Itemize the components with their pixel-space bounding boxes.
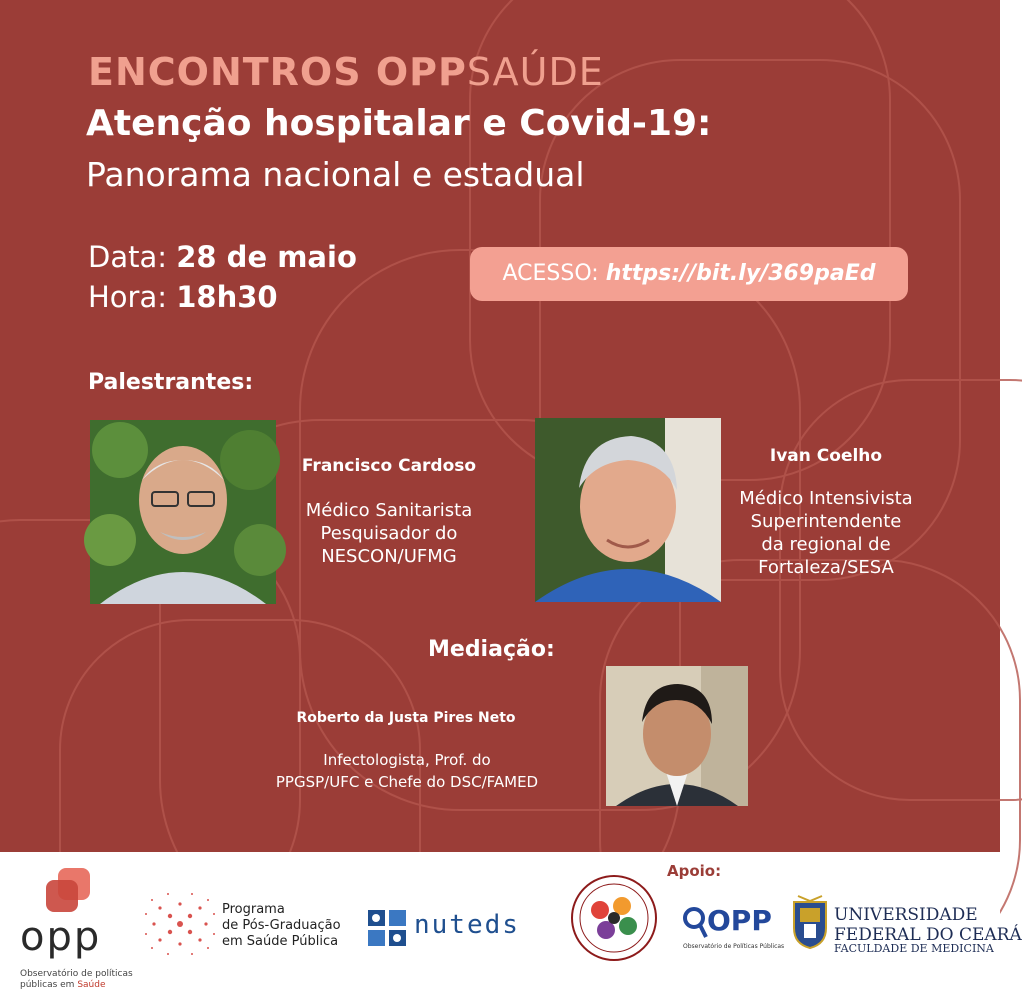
ufc-logo-line1: UNIVERSIDADE [834, 905, 978, 925]
opp-magnifier-icon [682, 906, 708, 940]
opp-squares-icon [44, 866, 94, 916]
ufc-logo-line3: FACULDADE DE MEDICINA [834, 942, 994, 955]
opp-caption-prefix: públicas em [20, 980, 78, 990]
speaker-2-line: Médico Intensivista [739, 488, 913, 509]
opp-caption-line1: Observatório de políticas [20, 969, 133, 979]
health-seal-icon [570, 874, 658, 962]
speaker-2-line: da regional de [761, 534, 891, 555]
nuteds-icon [368, 910, 408, 946]
speaker-name-2: Ivan Coelho [769, 446, 883, 466]
mediator-description [240, 749, 574, 793]
speaker-2-line: Superintendente [750, 511, 902, 532]
ufc-logo-line2: FEDERAL DO CEARÁ [834, 925, 1022, 945]
speakers-heading: Palestrantes: [88, 370, 254, 395]
time-line [88, 280, 278, 314]
speaker-1-line: Médico Sanitarista [305, 500, 473, 521]
opp2-logo-caption: Observatório de Políticas Públicas [683, 943, 785, 950]
speaker-1-line: Pesquisador do [320, 523, 458, 544]
opp-logo-text: opp [20, 914, 102, 960]
footer-logos [0, 852, 1022, 1000]
opp2-logo-text: OPP [707, 904, 772, 937]
support-label: Apoio: [667, 862, 722, 880]
opp-caption-line2 [20, 980, 133, 991]
opp-logo-caption [20, 969, 133, 991]
mediator-photo [606, 666, 748, 806]
series-bold: ENCONTROS OPP [88, 50, 467, 94]
nuteds-logo-text: nuteds [414, 910, 520, 940]
ufc-crest-icon [792, 896, 828, 950]
date-line [88, 240, 357, 274]
access-url[interactable]: https://bit.ly/369paEd [605, 261, 876, 286]
ppg-dots-icon [142, 886, 218, 962]
mediator-line: Infectologista, Prof. do [323, 751, 491, 769]
date-label: Data: [88, 240, 168, 274]
ppg-line: Programa [222, 902, 285, 917]
speaker-2-line: Fortaleza/SESA [758, 557, 894, 578]
speaker-1-line: NESCON/UFMG [321, 546, 457, 567]
speaker-description-2 [716, 487, 936, 579]
mediation-heading: Mediação: [428, 637, 555, 662]
ppg-line: de Pós-Graduação [222, 918, 341, 933]
mediator-name: Roberto da Justa Pires Neto [296, 710, 516, 726]
event-subtitle: Panorama nacional e estadual [86, 155, 585, 194]
access-label: ACESSO: [502, 261, 599, 286]
opp-caption-accent: Saúde [77, 980, 106, 990]
time-label: Hora: [88, 280, 168, 314]
mediator-line: PPGSP/UFC e Chefe do DSC/FAMED [275, 773, 539, 791]
speaker-description-1 [276, 499, 502, 568]
event-series-title [88, 50, 604, 94]
speaker-photo-francisco [90, 420, 276, 604]
series-light: SAÚDE [466, 50, 604, 94]
event-title: Atenção hospitalar e Covid-19: [86, 103, 712, 144]
speaker-name-1: Francisco Cardoso [301, 456, 477, 476]
speaker-photo-ivan [535, 418, 721, 602]
access-link[interactable] [470, 247, 908, 301]
date-value: 28 de maio [176, 240, 357, 274]
ppg-line: em Saúde Pública [222, 934, 339, 949]
ppg-logo-text [222, 902, 341, 950]
time-value: 18h30 [176, 280, 278, 314]
